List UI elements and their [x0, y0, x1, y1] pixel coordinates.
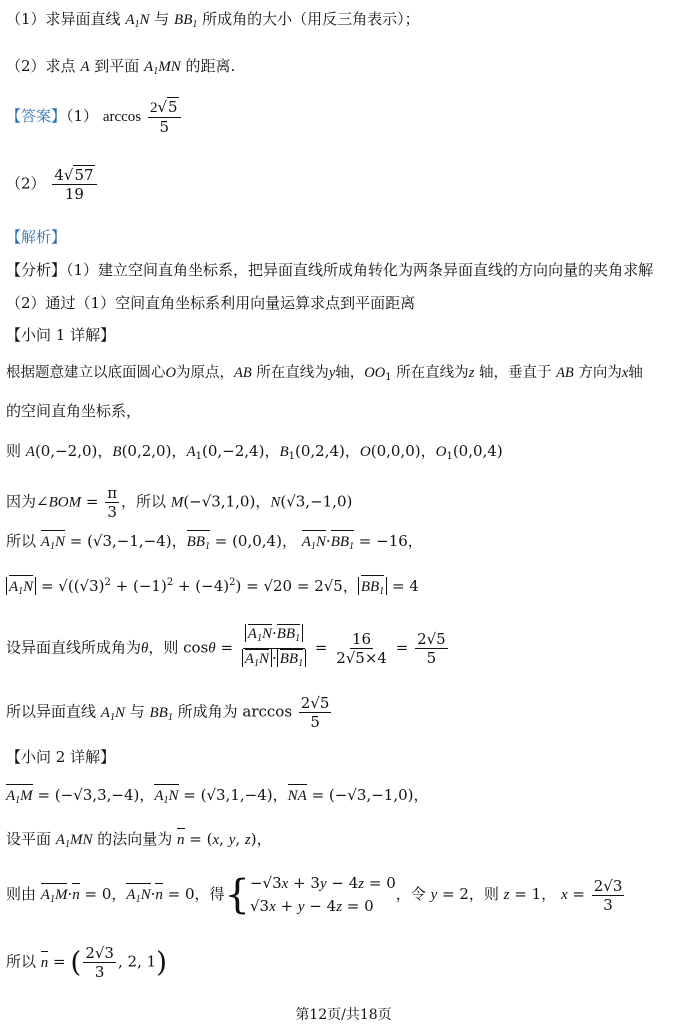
question-1: （1）求异面直线 $A_1N$ 与 $BB_1$ 所成角的大小（用反三角表示）； [6, 10, 420, 30]
fenxi-1: 【分析】（1）建立空间直角坐标系，把异面直线所成角转化为两条异面直线的方向向量的夹角求解 [6, 261, 654, 279]
sub1-label: 【小问 1 详解】 [6, 326, 116, 344]
s2-result: 所以 n = ( $\frac{2√3}{3}$ , 2, 1) [6, 944, 168, 981]
x-fraction: $\frac{2√3}{3}$ [593, 876, 623, 914]
answer1-arccos: arccos [102, 109, 142, 125]
page-footer: 第12页/共18页 [295, 1007, 392, 1023]
analysis-label: 【解析】 [6, 228, 67, 246]
s1-coords: 则 A(0,−2,0)，B(0,2,0)，$A_1(0,-2,4)$，$B_1(0,2,4)$，O(0,0,0)，$O_1(0,0,4)$ [6, 442, 503, 462]
n-fraction: $\frac{2√3}{3}$ [85, 944, 114, 981]
answer-label: 【答案】 [6, 107, 67, 125]
answer-1 [6, 98, 183, 136]
answer1-fraction: $\frac{2√5}{5}$ [148, 98, 181, 136]
cos-result-fraction: $\frac{2√5}{5}$ [417, 630, 446, 667]
s1-vectors: 所以 $A_1N = (√3,-1,-4)$，$BB_1 = (0,0,4)$， $A_1N\cdot BB_1 = -16$， [6, 530, 423, 558]
s1-cos: 设异面直线所成角为θ，则 cosθ = $\frac{A_1N\cdot BB_1}{A_1N \cdot BB_1}$ = $\frac{16}{2√5\times 4}$ = $\frac{2√5}{5}$ [6, 624, 450, 673]
answer-2 [6, 166, 99, 203]
answer2-fraction: $\frac{4√57}{19}$ [52, 166, 96, 203]
sub2-label: 【小问 2 详解】 [6, 748, 116, 766]
cos-value-fraction: $\frac{16}{2√5\times 4}$ [336, 630, 387, 667]
s2-system: 则由 $A_1M\cdot n = 0$，$A_1N\cdot n = 0$，得{ −√3x + 3y − 4z = 0 √3x + y − 4z = 0 ，令 y = 2，则 z = 1， x = $\frac{2√3}{3}$ [6, 872, 623, 918]
answer2-prefix: （2） [6, 174, 46, 193]
question-2: （2）求点 A 到平面 $A_1MN$ 的距离. [6, 57, 236, 77]
s1-result: 所以异面直线 $A_1N$ 与 $BB_1$ 所成角为 arccos $\frac{2√5}{5}$ [6, 694, 330, 731]
fenxi-label: 【分析】 [6, 261, 67, 279]
result-fraction: $\frac{2√5}{5}$ [300, 694, 330, 731]
s1-bom: 因为∠BOM = $\frac{\pi}{3}$ ，所以 M(−√3,1,0)，N(√3,−1,0) [6, 484, 353, 521]
s1-line2: 的空间直角坐标系， [6, 402, 142, 420]
equation-system: −√3x + 3y − 4z = 0 √3x + y − 4z = 0 [249, 874, 396, 915]
cos-fraction: $\frac{A_1N\cdot BB_1}{A_1N \cdot BB_1}$ [240, 624, 308, 673]
s1-line1: 根据题意建立以底面圆心O为原点，AB 所在直线为y轴，$OO_1$ 所在直线为z 轴，垂直于 AB 方向为x轴 [6, 365, 643, 383]
fenxi-2: （2）通过（1）空间直角坐标系利用向量运算求点到平面距离 [6, 294, 416, 312]
s2-vectors: $A_1M = (-√3,3,-4)$，$A_1N = (√3,1,-4)$，NA = (−√3,−1,0)， [6, 784, 428, 812]
s2-normal: 设平面 $A_1MN$ 的法向量为 n = (x, y, z)， [6, 830, 272, 850]
answer1-prefix: （1） [66, 107, 99, 125]
pi-over-3: $\frac{\pi}{3}$ [107, 484, 118, 521]
s1-norms: $A_1N = √((√3)^2 + (-1)^2 + (-4)^2) = √20 = 2√5$， $BB_1 = 4$ [6, 572, 419, 603]
